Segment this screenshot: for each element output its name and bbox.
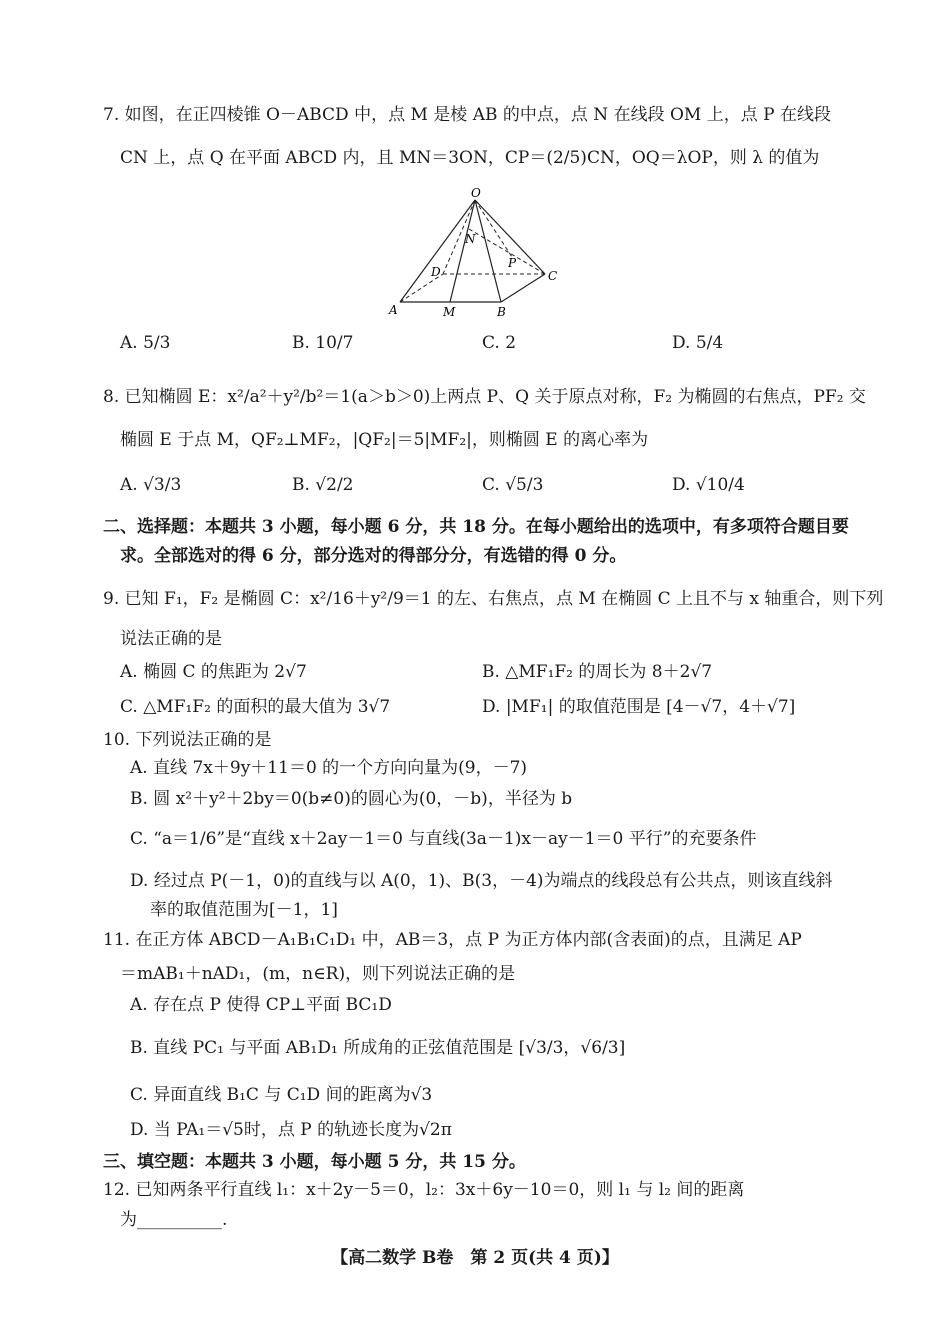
q7-option-c: C. 2: [482, 333, 517, 353]
label-a: A: [389, 303, 398, 317]
q9-option-d: D. |MF₁| 的取值范围是 [4－√7，4＋√7]: [482, 697, 796, 717]
section2-heading-line2: 求。全部选对的得 6 分，部分选对的得部分分，有选错的得 0 分。: [120, 546, 627, 566]
q9-text-line2: 说法正确的是: [120, 629, 222, 649]
q12-text-line2: 为__________.: [120, 1210, 228, 1230]
q7-text-line2: CN 上，点 Q 在平面 ABCD 内，且 MN＝3ON，CP＝(2/5)CN，OQ＝λOP，则 λ 的值为: [120, 148, 820, 168]
q9-text-line1: 9. 已知 F₁，F₂ 是椭圆 C：x²/16＋y²/9＝1 的左、右焦点，点 M 在椭圆 C 上且不与 x 轴重合，则下列: [103, 589, 884, 609]
label-m: M: [443, 305, 456, 319]
label-b: B: [497, 305, 506, 319]
q7-option-d: D. 5/4: [672, 333, 724, 353]
q11-text-line1: 11. 在正方体 ABCD－A₁B₁C₁D₁ 中，AB＝3，点 P 为正方体内部(含表面)的点，且满足 AP: [103, 930, 802, 950]
q10-option-d-line2: 率的取值范围为[－1，1]: [150, 900, 338, 920]
q9-option-c: C. △MF₁F₂ 的面积的最大值为 3√7: [120, 697, 391, 717]
section3-heading: 三、填空题：本题共 3 小题，每小题 5 分，共 15 分。: [103, 1152, 526, 1172]
q11-option-b: B. 直线 PC₁ 与平面 AB₁D₁ 所成角的正弦值范围是 [√3/3，√6/3]: [130, 1038, 626, 1058]
label-n: N: [465, 232, 476, 246]
q10-text-line1: 10. 下列说法正确的是: [103, 730, 272, 750]
q11-option-c: C. 异面直线 B₁C 与 C₁D 间的距离为√3: [130, 1085, 433, 1105]
q7-option-a: A. 5/3: [120, 333, 171, 353]
q8-option-c: C. √5/3: [482, 475, 544, 495]
q12-text-line1: 12. 已知两条平行直线 l₁：x＋2y－5＝0，l₂：3x＋6y－10＝0，则 l₁ 与 l₂ 间的距离: [103, 1180, 745, 1200]
q11-option-a: A. 存在点 P 使得 CP⊥平面 BC₁D: [130, 995, 392, 1015]
q8-text-line1: 8. 已知椭圆 E：x²/a²＋y²/b²＝1(a＞b＞0)上两点 P、Q 关于原点对称，F₂ 为椭圆的右焦点，PF₂ 交: [103, 387, 866, 407]
q9-option-b: B. △MF₁F₂ 的周长为 8＋2√7: [482, 662, 713, 682]
label-d: D: [431, 265, 441, 279]
q8-text-line2: 椭圆 E 于点 M，QF₂⊥MF₂，|QF₂|＝5|MF₂|，则椭圆 E 的离心率为: [120, 430, 649, 450]
label-c: C: [548, 269, 558, 283]
q9-option-a: A. 椭圆 C 的焦距为 2√7: [120, 662, 307, 682]
q7-option-b: B. 10/7: [292, 333, 354, 353]
q11-text-line2: ＝mAB₁＋nAD₁，(m，n∈R)，则下列说法正确的是: [120, 964, 516, 984]
q7-text-line1: 7. 如图，在正四棱锥 O－ABCD 中，点 M 是棱 AB 的中点，点 N 在线段 OM 上，点 P 在线段: [103, 105, 831, 125]
q10-option-d-line1: D. 经过点 P(－1，0)的直线与以 A(0，1)、B(3，－4)为端点的线段总有公共点，则该直线斜: [130, 871, 833, 891]
q8-option-d: D. √10/4: [672, 475, 745, 495]
section2-heading-line1: 二、选择题：本题共 3 小题，每小题 6 分，共 18 分。在每小题给出的选项中，有多项符合题目要: [103, 517, 849, 537]
q8-option-a: A. √3/3: [120, 475, 182, 495]
pyramid-figure: [385, 185, 565, 320]
q8-option-b: B. √2/2: [292, 475, 354, 495]
label-p: P: [508, 256, 517, 270]
q10-option-a: A. 直线 7x＋9y＋11＝0 的一个方向向量为(9，－7): [130, 758, 528, 778]
q10-option-c: C. “a＝1/6”是“直线 x＋2ay－1＝0 与直线(3a－1)x－ay－1＝0 平行”的充要条件: [130, 829, 757, 849]
q11-option-d: D. 当 PA₁＝√5时，点 P 的轨迹长度为√2π: [130, 1120, 452, 1140]
label-o: O: [471, 186, 481, 200]
q10-option-b: B. 圆 x²＋y²＋2by＝0(b≠0)的圆心为(0，－b)，半径为 b: [130, 789, 573, 809]
page-footer: 【高二数学 B卷 第 2 页(共 4 页)】: [331, 1248, 619, 1268]
